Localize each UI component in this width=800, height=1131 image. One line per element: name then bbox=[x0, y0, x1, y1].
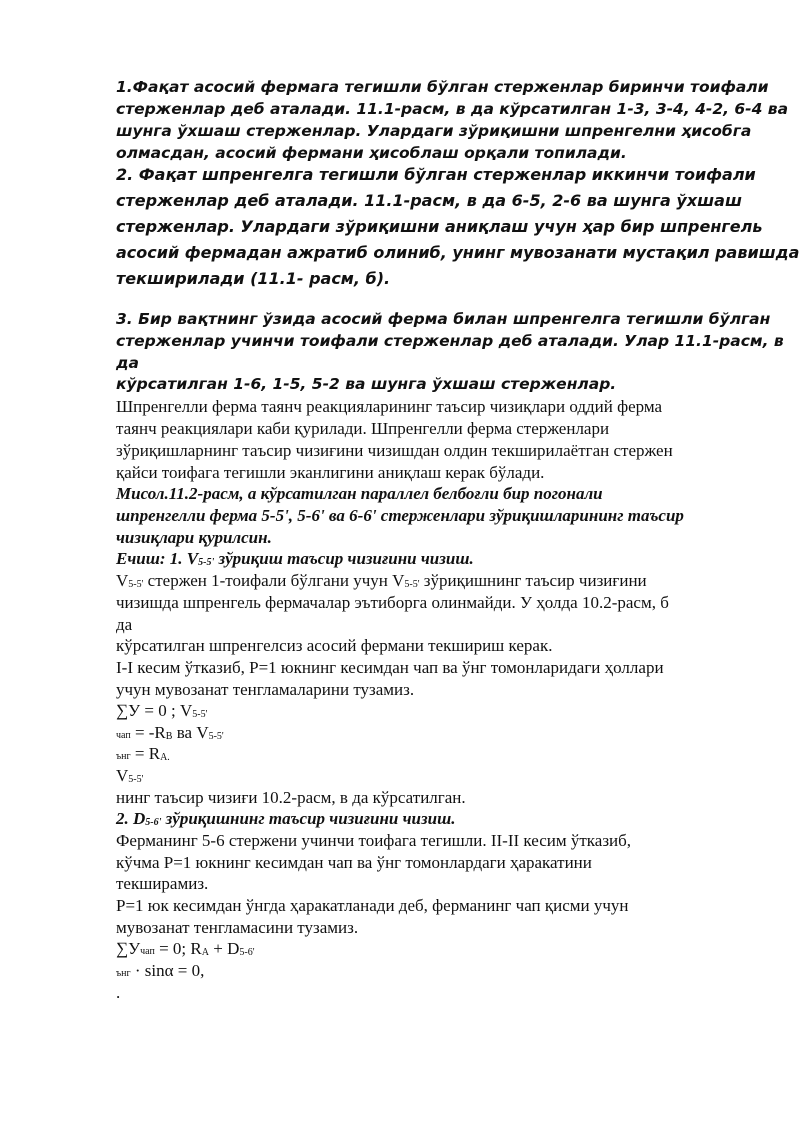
paragraph-line: 2. Фақат шпренгелга тегишли бўлган стерженлар иккинчи тоифали bbox=[116, 165, 756, 184]
step-heading bbox=[116, 809, 456, 829]
paragraph-line: P=1 юк кесимдан ўнгда ҳаракатланади деб, ферманинг чап қисми учун bbox=[116, 896, 629, 915]
paragraph-line: қайси тоифага тегишли эканлигини аниқлаш керак бўлади. bbox=[116, 463, 545, 482]
step-rest: зўриқишнинг таъсир чизиғини чизиш. bbox=[161, 809, 456, 828]
equation-text: = -R bbox=[130, 723, 166, 742]
force-subscript: 5-5' bbox=[128, 579, 144, 590]
side-subscript: ънг bbox=[116, 751, 131, 762]
paragraph-line: чизишда шпренгель фермачалар эътиборга олинмайди. У ҳолда 10.2-расм, б bbox=[116, 593, 669, 612]
force-symbol: V bbox=[116, 766, 129, 785]
paragraph-line: кўчма P=1 юкнинг кесимдан чап ва ўнг томонлардаги ҳаракатини bbox=[116, 853, 592, 872]
equation-text: ва bbox=[172, 723, 197, 742]
paragraph-line: мувозанат тенгламасини тузамиз. bbox=[116, 918, 359, 937]
paragraph-line: текширамиз. bbox=[116, 874, 209, 893]
force-subscript: 5-6' bbox=[239, 947, 255, 958]
equation-line bbox=[116, 701, 207, 721]
reaction-subscript: B bbox=[165, 731, 173, 742]
reaction-subscript: A. bbox=[160, 752, 170, 763]
force-symbol: D bbox=[133, 809, 146, 828]
equation-line bbox=[116, 723, 224, 743]
equation-text: ∑У bbox=[116, 939, 141, 958]
equation-text: + D bbox=[208, 939, 240, 958]
equation-line bbox=[116, 766, 143, 786]
force-subscript: 5-5' bbox=[192, 709, 208, 720]
equation-text: = R bbox=[130, 744, 161, 763]
paragraph-line: зўриқишларнинг таъсир чизиғини чизишдан олдин текширилаётган стержен bbox=[116, 441, 673, 460]
paragraph-line: текширилади (11.1- расм, б). bbox=[116, 269, 391, 288]
force-symbol: V bbox=[196, 723, 209, 742]
example-line: Мисол.11.2-расм, а кўрсатилган параллел белбоғли бир погонали bbox=[116, 484, 603, 503]
force-symbol: V bbox=[392, 571, 405, 590]
example-line: чизиқлари қурилсин. bbox=[116, 528, 272, 547]
force-subscript: 5-5' bbox=[198, 557, 215, 568]
paragraph-line: олмасдан, асосий фермани ҳисоблаш орқали топилади. bbox=[116, 144, 627, 162]
equation-line bbox=[116, 961, 204, 981]
force-symbol: V bbox=[179, 701, 193, 720]
paragraph-line: I-I кесим ўтказиб, P=1 юкнинг кесимдан чап ва ўнг томонларидаги ҳоллари bbox=[116, 658, 664, 677]
text-span: стержен 1-тоифали бўлгани учун bbox=[143, 571, 393, 590]
equation-line bbox=[116, 744, 170, 764]
paragraph-line: 1.Фақат асосий фермага тегишли бўлган стерженлар биринчи тоифали bbox=[116, 78, 769, 96]
paragraph-line: стерженлар. Улардаги зўриқишни аниқлаш учун ҳар бир шпренгель bbox=[116, 217, 763, 236]
solution-heading bbox=[116, 549, 474, 569]
paragraph-line: асосий фермадан ажратиб олиниб, унинг мувозанати мустақил равишда bbox=[116, 243, 800, 262]
force-subscript: 5-6' bbox=[145, 817, 162, 828]
paragraph-line: да bbox=[116, 615, 133, 634]
example-line: шпренгелли ферма 5-5', 5-6' ва 6-6' стерженлари зўриқишларининг таъсир bbox=[116, 506, 684, 525]
paragraph-line: учун мувозанат тенгламаларини тузамиз. bbox=[116, 680, 415, 699]
paragraph-line: да bbox=[116, 354, 139, 372]
paragraph-line bbox=[116, 571, 647, 591]
equation-line bbox=[116, 939, 255, 959]
paragraph-line: Шпренгелли ферма таянч реакцияларининг таъсир чизиқлари оддий ферма bbox=[116, 397, 663, 416]
paragraph-line: 3. Бир вақтнинг ўзида асосий ферма билан шпренгелга тегишли бўлган bbox=[116, 310, 771, 328]
force-subscript: 5-5' bbox=[404, 579, 420, 590]
paragraph-line: стерженлар деб аталади. 11.1-расм, в да 6-5, 2-6 ва шунга ўхшаш bbox=[116, 191, 742, 210]
force-symbol: V bbox=[186, 549, 199, 568]
reaction-subscript: A bbox=[201, 947, 209, 958]
step-label: 2. bbox=[116, 809, 133, 828]
equation-text: · sinα = 0, bbox=[130, 961, 205, 980]
trailing-dot: . bbox=[116, 983, 121, 1002]
paragraph-line: кўрсатилган шпренгелсиз асосий фермани текшириш керак. bbox=[116, 636, 553, 655]
force-subscript: 5-5' bbox=[208, 731, 224, 742]
side-subscript: чап bbox=[140, 946, 155, 957]
solution-label: Ечиш: 1. bbox=[116, 549, 187, 568]
equation-text: ∑У = 0 ; bbox=[116, 701, 180, 720]
side-subscript: чап bbox=[116, 730, 131, 741]
paragraph-line: кўрсатилган 1-6, 1-5, 5-2 ва шунга ўхшаш стерженлар. bbox=[116, 375, 617, 393]
paragraph-line: стерженлар учинчи тоифали стерженлар деб аталади. Улар 11.1-расм, в bbox=[116, 332, 784, 350]
force-subscript: 5-5' bbox=[128, 774, 144, 785]
paragraph-line: таянч реакциялари каби қурилади. Шпренгелли ферма стерженлари bbox=[116, 419, 610, 438]
equation-text: = 0; R bbox=[154, 939, 202, 958]
force-symbol: V bbox=[116, 571, 129, 590]
paragraph-line: нинг таъсир чизиғи 10.2-расм, в да кўрсатилган. bbox=[116, 788, 466, 807]
text-span: зўриқишнинг таъсир чизиғини bbox=[419, 571, 647, 590]
paragraph-line: Ферманинг 5-6 стержени учинчи тоифага тегишли. II-II кесим ўтказиб, bbox=[116, 831, 632, 850]
solution-rest: зўриқиш таъсир чизиғини чизиш. bbox=[214, 549, 474, 568]
side-subscript: ънг bbox=[116, 968, 131, 979]
paragraph-line: стерженлар деб аталади. 11.1-расм, в да кўрсатилган 1-3, 3-4, 4-2, 6-4 ва bbox=[116, 100, 789, 118]
paragraph-line: шунга ўхшаш стерженлар. Улардаги зўриқишни шпренгелни ҳисобга bbox=[116, 122, 752, 140]
